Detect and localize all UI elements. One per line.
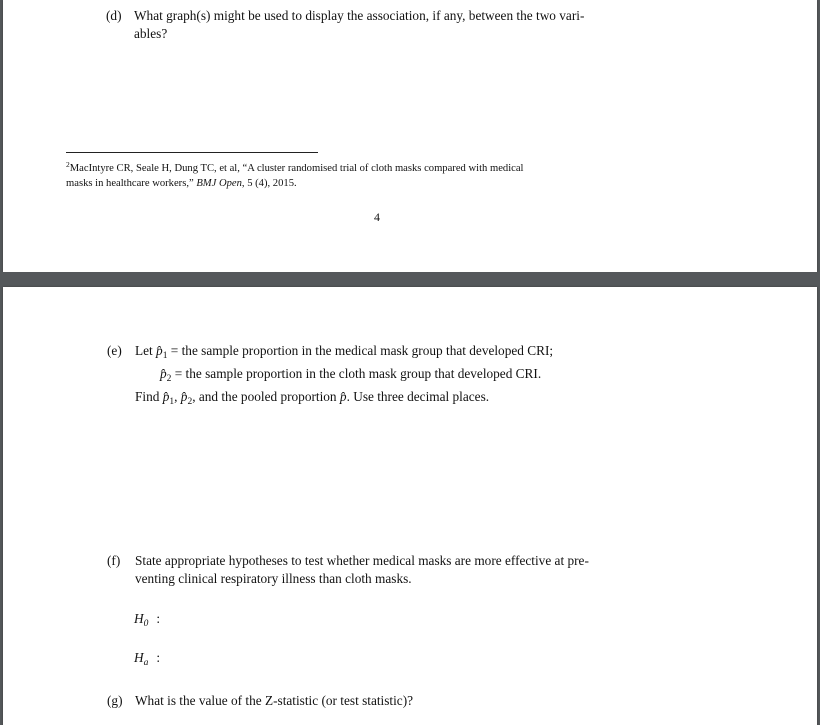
- question-d-label: (d): [106, 8, 122, 23]
- question-e-comma: ,: [174, 389, 181, 404]
- question-f-line-1: State appropriate hypotheses to test whether medical masks are more effective at pre-: [135, 553, 589, 568]
- footnote: [66, 157, 706, 191]
- question-e-line-3: [135, 388, 553, 411]
- document-page-5: [3, 287, 817, 725]
- question-e: [107, 342, 553, 411]
- question-d: [106, 7, 584, 43]
- question-g: [107, 692, 413, 710]
- p2-hat: p̂: [160, 366, 167, 381]
- pooled-hat: p̂: [339, 389, 347, 404]
- p1-hat: p̂: [156, 343, 163, 358]
- question-d-line-1: What graph(s) might be used to display the association, if any, between the two vari-: [134, 8, 585, 23]
- question-f-line-2: venting clinical respiratory illness than cloth masks.: [135, 571, 412, 586]
- question-e-let: Let: [135, 343, 157, 358]
- question-d-line-2: ables?: [134, 26, 168, 41]
- question-e-line-1: [135, 342, 553, 365]
- alternative-hypothesis: [134, 650, 160, 668]
- footnote-rule: [66, 152, 318, 153]
- p1-hat-ref: p̂: [162, 389, 170, 404]
- footnote-journal: BMJ Open: [196, 178, 242, 189]
- null-hypothesis: [134, 611, 160, 629]
- question-e-find: Find: [135, 389, 163, 404]
- question-e-decimals: . Use three decimal places.: [346, 389, 490, 404]
- p1-sub-ref: 1: [169, 397, 175, 407]
- p2-sub-ref: 2: [187, 397, 193, 407]
- ha-colon: :: [156, 650, 161, 665]
- p2-sub: 2: [166, 374, 172, 384]
- page-gap: [0, 272, 820, 287]
- footnote-line-2-end: , 5 (4), 2015.: [241, 178, 297, 189]
- p2-hat-ref: p̂: [180, 389, 188, 404]
- question-e-def-1: = the sample proportion in the medical mask group that developed CRI;: [167, 343, 554, 358]
- question-g-line-1: What is the value of the Z-statistic (or test statistic)?: [135, 693, 414, 708]
- ha-sub: a: [143, 658, 149, 668]
- question-f: [107, 552, 589, 588]
- footnote-marker: 2: [66, 160, 70, 169]
- p1-sub: 1: [162, 351, 168, 361]
- document-page-4: [3, 0, 817, 272]
- h0-colon: :: [156, 611, 161, 626]
- h0-sub: 0: [143, 619, 149, 629]
- question-f-label: (f): [107, 553, 121, 568]
- ha-letter: H: [134, 650, 144, 665]
- footnote-line-1: MacIntyre CR, Seale H, Dung TC, et al, “A cluster randomised trial of cloth masks compared with medical: [69, 163, 524, 174]
- page-number: 4: [374, 210, 380, 224]
- h0-letter: H: [134, 611, 144, 626]
- footnote-line-2-start: masks in healthcare workers,”: [66, 178, 197, 189]
- question-e-pooled: , and the pooled proportion: [192, 389, 340, 404]
- question-e-line-2: [135, 365, 553, 388]
- question-e-def-2: = the sample proportion in the cloth mask group that developed CRI.: [171, 366, 542, 381]
- question-e-label: (e): [107, 343, 122, 358]
- question-g-label: (g): [107, 693, 123, 708]
